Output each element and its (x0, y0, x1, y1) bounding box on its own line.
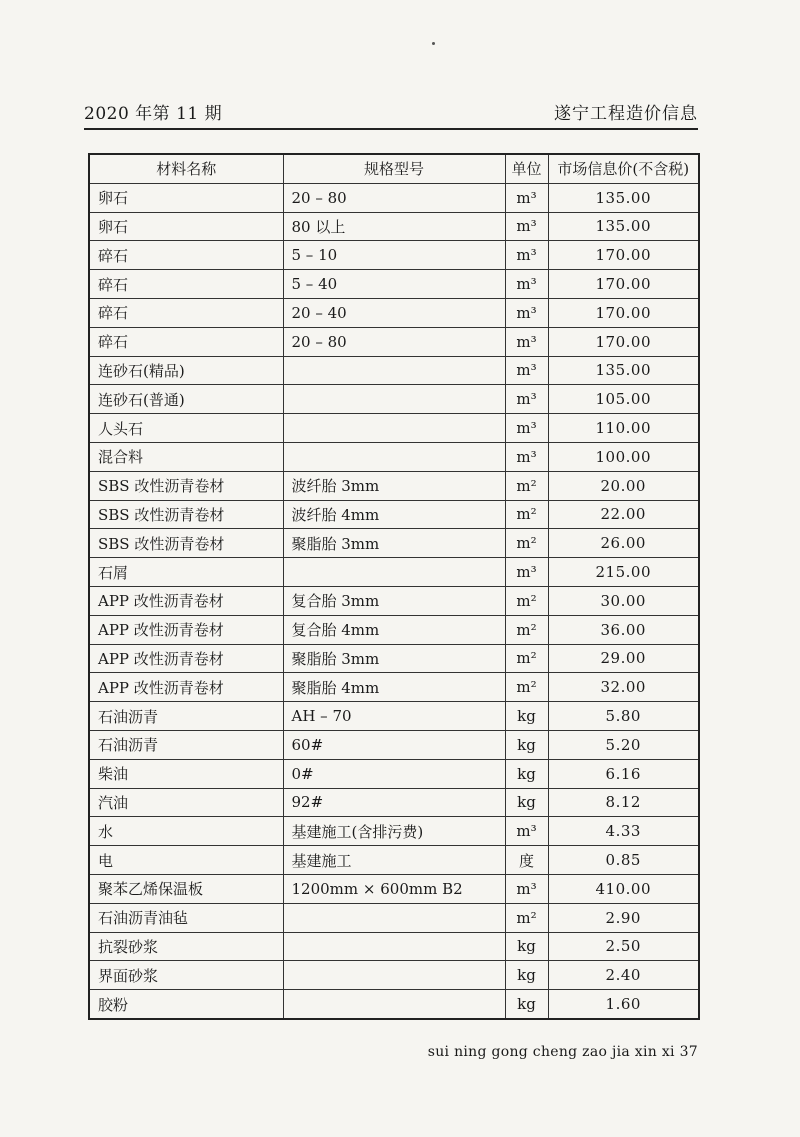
page-footer (428, 1044, 698, 1060)
material-name-cell: 石油沥青 (89, 702, 283, 731)
spec-cell: 聚脂胎 3mm (283, 644, 505, 673)
material-name-cell: 汽油 (89, 788, 283, 817)
spec-cell: 聚脂胎 4mm (283, 673, 505, 702)
table-row (89, 817, 699, 846)
unit-cell: m² (505, 471, 548, 500)
spec-cell: 1200mm × 600mm B2 (283, 874, 505, 903)
price-cell: 4.33 (548, 817, 699, 846)
page-header (84, 100, 698, 130)
table-row (89, 788, 699, 817)
price-cell: 410.00 (548, 874, 699, 903)
price-cell: 215.00 (548, 558, 699, 587)
table-row (89, 183, 699, 212)
material-name-cell: 连砂石(普通) (89, 385, 283, 414)
price-cell: 0.85 (548, 846, 699, 875)
price-cell: 22.00 (548, 500, 699, 529)
price-cell: 170.00 (548, 241, 699, 270)
material-name-cell: APP 改性沥青卷材 (89, 644, 283, 673)
unit-cell: m² (505, 673, 548, 702)
table-row (89, 327, 699, 356)
column-header-name: 材料名称 (89, 154, 283, 183)
page-number: 37 (679, 1044, 698, 1060)
unit-cell: kg (505, 730, 548, 759)
spec-cell: 基建施工(含排污费) (283, 817, 505, 846)
unit-cell: kg (505, 788, 548, 817)
price-cell: 36.00 (548, 615, 699, 644)
table-row (89, 356, 699, 385)
material-name-cell: 卵石 (89, 183, 283, 212)
unit-cell: m³ (505, 414, 548, 443)
material-name-cell: 抗裂砂浆 (89, 932, 283, 961)
price-cell: 29.00 (548, 644, 699, 673)
price-cell: 100.00 (548, 442, 699, 471)
unit-cell: m² (505, 586, 548, 615)
material-name-cell: APP 改性沥青卷材 (89, 673, 283, 702)
table-row (89, 615, 699, 644)
unit-cell: m³ (505, 558, 548, 587)
unit-cell: m³ (505, 241, 548, 270)
publication-title: 遂宁工程造价信息 (554, 104, 698, 124)
unit-cell: m² (505, 644, 548, 673)
table-row (89, 471, 699, 500)
price-cell: 5.20 (548, 730, 699, 759)
issue-label: 2020 年第 11 期 (84, 104, 223, 124)
material-name-cell: 石油沥青油毡 (89, 903, 283, 932)
price-cell: 8.12 (548, 788, 699, 817)
table-row (89, 759, 699, 788)
unit-cell: kg (505, 759, 548, 788)
table-row (89, 385, 699, 414)
material-name-cell: 混合料 (89, 442, 283, 471)
material-name-cell: 人头石 (89, 414, 283, 443)
material-name-cell: 碎石 (89, 241, 283, 270)
spec-cell (283, 990, 505, 1019)
spec-cell: 20 – 80 (283, 327, 505, 356)
material-name-cell: 石屑 (89, 558, 283, 587)
unit-cell: m² (505, 500, 548, 529)
material-name-cell: 碎石 (89, 298, 283, 327)
table-row (89, 442, 699, 471)
column-header-spec: 规格型号 (283, 154, 505, 183)
spec-cell: 5 – 10 (283, 241, 505, 270)
table-row (89, 586, 699, 615)
table-row (89, 270, 699, 299)
material-name-cell: 电 (89, 846, 283, 875)
unit-cell: m² (505, 903, 548, 932)
material-name-cell: SBS 改性沥青卷材 (89, 500, 283, 529)
material-name-cell: APP 改性沥青卷材 (89, 615, 283, 644)
material-name-cell: 碎石 (89, 270, 283, 299)
price-cell: 30.00 (548, 586, 699, 615)
material-name-cell: 胶粉 (89, 990, 283, 1019)
spec-cell: 复合胎 4mm (283, 615, 505, 644)
price-cell: 170.00 (548, 298, 699, 327)
price-cell: 170.00 (548, 270, 699, 299)
spec-cell: 复合胎 3mm (283, 586, 505, 615)
table-row (89, 932, 699, 961)
spec-cell (283, 932, 505, 961)
table-row (89, 961, 699, 990)
material-name-cell: APP 改性沥青卷材 (89, 586, 283, 615)
material-name-cell: 石油沥青 (89, 730, 283, 759)
spec-cell (283, 414, 505, 443)
price-table (88, 153, 700, 1020)
table-row (89, 903, 699, 932)
spec-cell (283, 442, 505, 471)
unit-cell: m³ (505, 356, 548, 385)
unit-cell: m² (505, 529, 548, 558)
material-name-cell: 碎石 (89, 327, 283, 356)
spec-cell (283, 961, 505, 990)
unit-cell: kg (505, 702, 548, 731)
table-row (89, 212, 699, 241)
spec-cell (283, 903, 505, 932)
material-name-cell: SBS 改性沥青卷材 (89, 471, 283, 500)
material-name-cell: 卵石 (89, 212, 283, 241)
table-row (89, 500, 699, 529)
scan-speck (432, 42, 435, 45)
footer-pinyin-title: sui ning gong cheng zao jia xin xi (427, 1044, 675, 1060)
price-cell: 135.00 (548, 356, 699, 385)
spec-cell: 波纤胎 4mm (283, 500, 505, 529)
price-cell: 2.90 (548, 903, 699, 932)
table-row (89, 673, 699, 702)
price-cell: 26.00 (548, 529, 699, 558)
unit-cell: kg (505, 990, 548, 1019)
spec-cell: 5 – 40 (283, 270, 505, 299)
unit-cell: m³ (505, 183, 548, 212)
table-row (89, 874, 699, 903)
unit-cell: m³ (505, 817, 548, 846)
price-cell: 6.16 (548, 759, 699, 788)
material-name-cell: SBS 改性沥青卷材 (89, 529, 283, 558)
table-row (89, 702, 699, 731)
unit-cell: m³ (505, 385, 548, 414)
spec-cell: 20 – 40 (283, 298, 505, 327)
unit-cell: m³ (505, 212, 548, 241)
table-header-row (89, 154, 699, 183)
header-rule (84, 128, 698, 130)
price-cell: 1.60 (548, 990, 699, 1019)
spec-cell: 80 以上 (283, 212, 505, 241)
price-cell: 105.00 (548, 385, 699, 414)
price-cell: 170.00 (548, 327, 699, 356)
table-row (89, 529, 699, 558)
spec-cell (283, 558, 505, 587)
unit-cell: m² (505, 615, 548, 644)
price-cell: 110.00 (548, 414, 699, 443)
unit-cell: m³ (505, 270, 548, 299)
material-name-cell: 柴油 (89, 759, 283, 788)
unit-cell: m³ (505, 874, 548, 903)
table-row (89, 241, 699, 270)
unit-cell: m³ (505, 298, 548, 327)
table-row (89, 558, 699, 587)
table-row (89, 730, 699, 759)
price-cell: 32.00 (548, 673, 699, 702)
table-row (89, 846, 699, 875)
price-cell: 20.00 (548, 471, 699, 500)
material-name-cell: 界面砂浆 (89, 961, 283, 990)
column-header-price: 市场信息价(不含税) (548, 154, 699, 183)
table-body (89, 183, 699, 1019)
material-name-cell: 连砂石(精品) (89, 356, 283, 385)
price-cell: 2.50 (548, 932, 699, 961)
spec-cell: 92# (283, 788, 505, 817)
unit-cell: m³ (505, 442, 548, 471)
spec-cell: AH – 70 (283, 702, 505, 731)
spec-cell: 波纤胎 3mm (283, 471, 505, 500)
table-row (89, 414, 699, 443)
material-name-cell: 水 (89, 817, 283, 846)
unit-cell: 度 (505, 846, 548, 875)
column-header-unit: 单位 (505, 154, 548, 183)
table-row (89, 644, 699, 673)
material-name-cell: 聚苯乙烯保温板 (89, 874, 283, 903)
spec-cell: 0# (283, 759, 505, 788)
spec-cell: 20 – 80 (283, 183, 505, 212)
price-cell: 135.00 (548, 183, 699, 212)
price-cell: 5.80 (548, 702, 699, 731)
price-cell: 2.40 (548, 961, 699, 990)
spec-cell: 基建施工 (283, 846, 505, 875)
unit-cell: m³ (505, 327, 548, 356)
unit-cell: kg (505, 961, 548, 990)
unit-cell: kg (505, 932, 548, 961)
spec-cell (283, 356, 505, 385)
table-row (89, 990, 699, 1019)
spec-cell (283, 385, 505, 414)
price-cell: 135.00 (548, 212, 699, 241)
spec-cell: 60# (283, 730, 505, 759)
table-row (89, 298, 699, 327)
spec-cell: 聚脂胎 3mm (283, 529, 505, 558)
